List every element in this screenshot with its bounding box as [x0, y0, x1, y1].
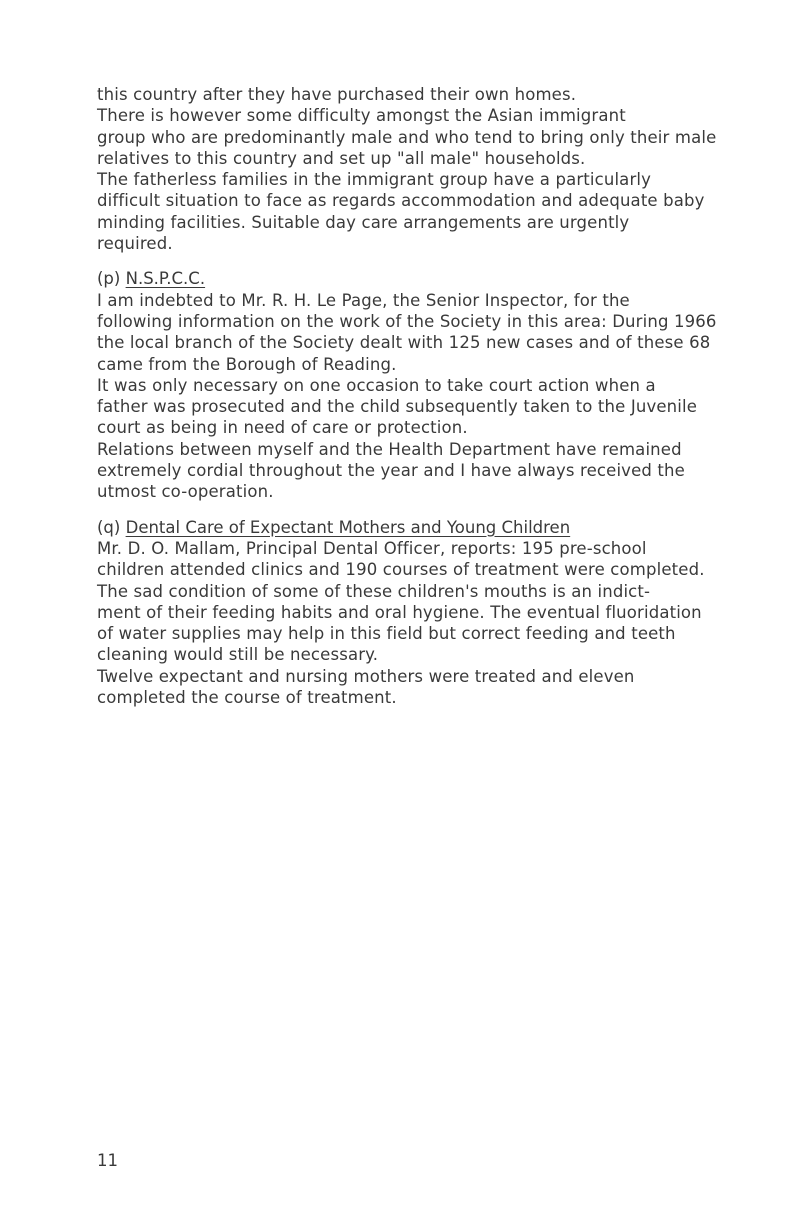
dental-heading-line [97, 517, 767, 538]
dental-line: Twelve expectant and nursing mothers were treated and eleven [97, 666, 635, 686]
dental-line: completed the course of treatment. [97, 688, 397, 708]
intro-line: minding facilities. Suitable day care arrangements are urgently [97, 212, 630, 232]
nspcc-line: following information on the work of the Society in this area: During 1966 [97, 311, 717, 331]
nspcc-line: utmost co-operation. [97, 482, 274, 502]
dental-section [97, 517, 767, 709]
dental-line: ment of their feeding habits and oral hygiene. The eventual fluoridation [97, 602, 702, 622]
section-heading: Dental Care of Expectant Mothers and Young Children [125, 517, 571, 537]
nspcc-line: Relations between myself and the Health Department have remained [97, 439, 682, 459]
section-marker: (q) [97, 517, 121, 537]
section-heading: N.S.P.C.C. [125, 269, 206, 289]
dental-line: of water supplies may help in this field but correct feeding and teeth [97, 624, 676, 644]
nspcc-section [97, 268, 767, 502]
page-number: 11 [97, 1151, 118, 1170]
dental-line: The sad condition of some of these children's mouths is an indict- [97, 581, 651, 601]
intro-line: relatives to this country and set up "all male" households. [97, 148, 586, 168]
intro-line: required. [97, 234, 173, 254]
intro-line: group who are predominantly male and who tend to bring only their male [97, 127, 717, 147]
intro-line: this country after they have purchased their own homes. [97, 85, 577, 104]
nspcc-line: father was prosecuted and the child subsequently taken to the Juvenile [97, 397, 698, 417]
section-marker: (p) [97, 269, 121, 289]
intro-line: There is however some difficulty amongst the Asian immigrant [97, 106, 626, 126]
nspcc-heading-line [97, 268, 767, 289]
dental-line: cleaning would still be necessary. [97, 645, 379, 665]
intro-line: difficult situation to face as regards accommodation and adequate baby [97, 191, 705, 211]
nspcc-line: came from the Borough of Reading. [97, 354, 397, 374]
nspcc-line: the local branch of the Society dealt with 125 new cases and of these 68 [97, 333, 711, 353]
document-page [97, 84, 767, 708]
nspcc-line: I am indebted to Mr. R. H. Le Page, the Senior Inspector, for the [97, 290, 630, 310]
intro-paragraph [97, 84, 767, 254]
nspcc-line: It was only necessary on one occasion to take court action when a [97, 375, 656, 395]
dental-line: Mr. D. O. Mallam, Principal Dental Officer, reports: 195 pre-school [97, 538, 647, 558]
dental-line: children attended clinics and 190 courses of treatment were completed. [97, 560, 705, 580]
nspcc-line: court as being in need of care or protection. [97, 418, 468, 438]
intro-line: The fatherless families in the immigrant group have a particularly [97, 170, 652, 190]
nspcc-line: extremely cordial throughout the year and I have always received the [97, 461, 685, 481]
